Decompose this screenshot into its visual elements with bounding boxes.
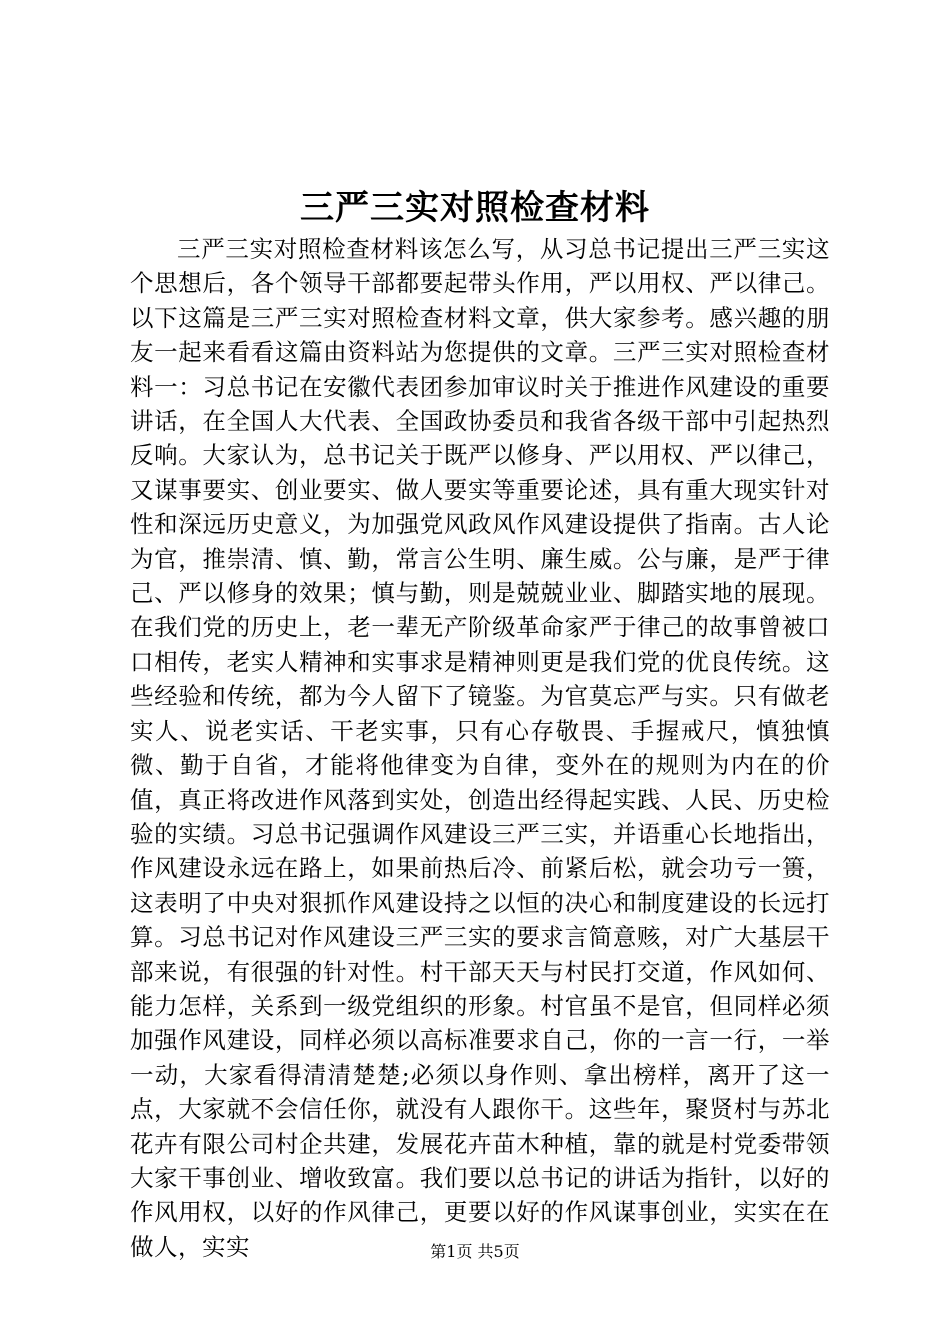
document-title: 三严三实对照检查材料 bbox=[300, 188, 650, 228]
page-number: 第1页 共5页 bbox=[430, 1242, 520, 1261]
body-paragraph: 三严三实对照检查材料该怎么写，从习总书记提出三严三实这个思想后，各个领导干部都要起带头作用，严以用权、严以律己。以下这篇是三严三实对照检查材料文章，供大家参考。感兴趣的朋友一起来看看这篇由资料站为您提供的文章。三严三实对照检查材料一：习总书记在安徽代表团参加审议时关于推进作风建设的重要讲话，在全国人大代表、全国政协委员和我省各级干部中引起热烈反响。大家认为，总书记关于既严以修身、严以用权、严以律己，又谋事要实、创业要实、做人要实等重要论述，具有重大现实针对性和深远历史意义，为加强党风政风作风建设提供了指南。古人论为官，推崇清、慎、勤，常言公生明、廉生威。公与廉，是严于律己、严以修身的效果；慎与勤，则是兢兢业业、脚踏实地的展现。在我们党的历史上，老一辈无产阶级革命家严于律己的故事曾被口口相传，老实人精神和实事求是精神则更是我们党的优良传统。这些经验和传统，都为今人留下了镜鉴。为官莫忘严与实。只有做老实人、说老实话、干老实事，只有心存敬畏、手握戒尺，慎独慎微、勤于自省，才能将他律变为自律，变外在的规则为内在的价值，真正将改进作风落到实处，创造出经得起实践、人民、历史检验的实绩。习总书记强调作风建设三严三实，并语重心长地指出，作风建设永远在路上，如果前热后冷、前紧后松，就会功亏一篑，这表明了中央对狠抓作风建设持之以恒的决心和制度建设的长远打算。习总书记对作风建设三严三实的要求言简意赅，对广大基层干部来说，有很强的针对性。村干部天天与村民打交道，作风如何、能力怎样，关系到一级党组织的形象。村官虽不是官，但同样必须加强作风建设，同样必须以高标准要求自己，你的一言一行，一举一动，大家看得清清楚楚;必须以身作则、拿出榜样，离开了这一点，大家就不会信任你，就没有人跟你干。这些年，聚贤村与苏北花卉有限公司村企共建，发展花卉苗木种植，靠的就是村党委带领大家干事创业、增收致富。我们要以总书记的讲话为指针，以好的作风用权，以好的作风律己，更要以好的作风谋事创业，实实在在做人，实实 bbox=[130, 235, 830, 1261]
